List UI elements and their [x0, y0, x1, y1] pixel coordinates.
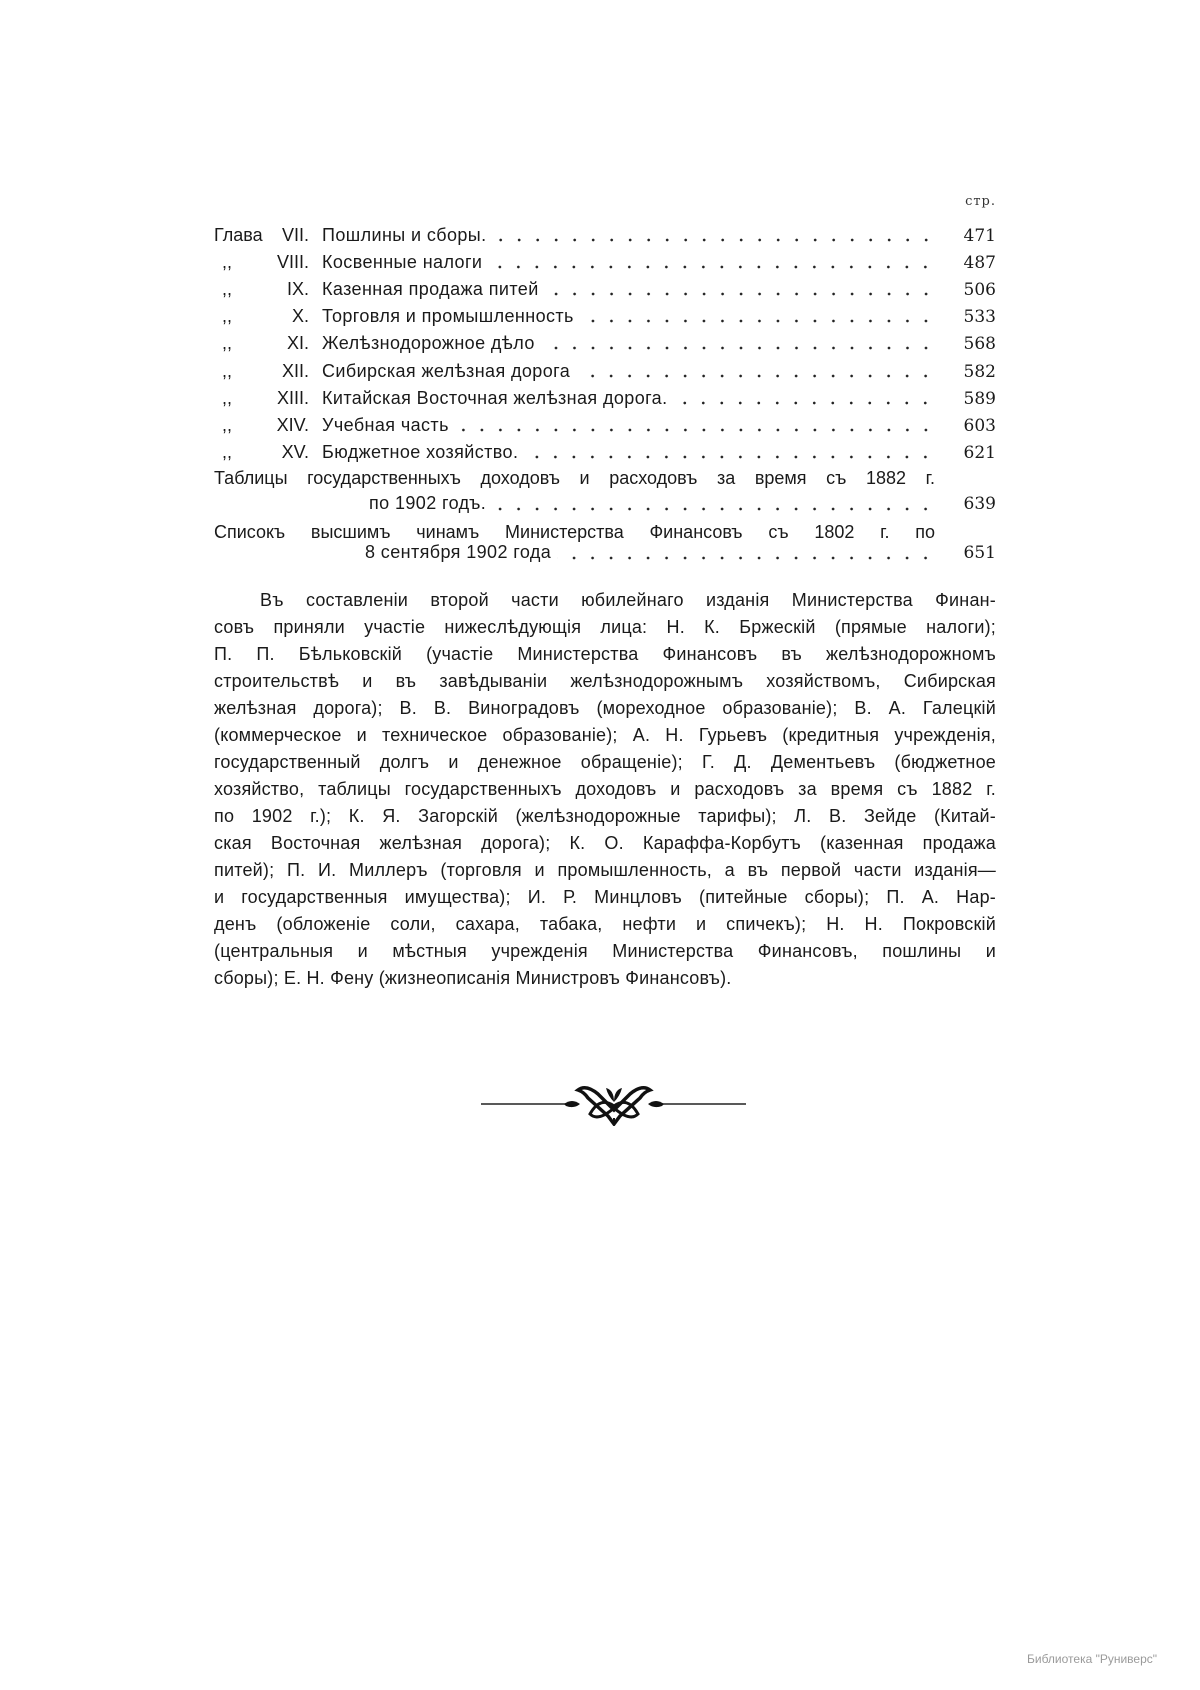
paragraph-line: Въ составленіи второй части юбилейнаго изданія Министерства Финан-	[260, 590, 996, 610]
paragraph-line: строительствѣ и въ завѣдываніи желѣзнодорожнымъ хозяйствомъ, Сибирская	[214, 671, 996, 691]
page-number: 621	[963, 442, 996, 463]
toc-entry[interactable]	[214, 359, 996, 383]
dot-leader	[576, 373, 935, 379]
dot-leader	[673, 400, 935, 406]
paragraph-line: совъ приняли участіе нижеслѣдующія лица: Н. К. Бржескій (прямые налоги);	[214, 617, 996, 637]
toc-entry[interactable]	[214, 331, 996, 355]
chapter-numeral: XIII.	[276, 387, 309, 408]
chapter-title: Косвенные налоги	[322, 252, 483, 273]
chapter-prefix: ,,	[222, 387, 233, 408]
chapter-numeral: XII.	[281, 360, 309, 381]
toc-entry[interactable]	[214, 250, 996, 274]
chapter-prefix: ,,	[222, 360, 233, 381]
chapter-title: Желѣзнодорожное дѣло	[322, 333, 535, 354]
paragraph-line: хозяйство, таблицы государственныхъ доходовъ и расходовъ за время съ 1882 г.	[214, 779, 996, 799]
chapter-number	[214, 413, 309, 437]
page-number: 639	[963, 494, 996, 514]
chapter-number	[214, 277, 309, 301]
paragraph-line: сборы); Е. Н. Фену (жизнеописанія Министровъ Финансовъ).	[214, 968, 732, 988]
toc-entry[interactable]	[214, 277, 996, 301]
dot-leader	[488, 264, 935, 270]
dot-leader	[492, 506, 935, 512]
paragraph-line: государственный долгъ и денежное обращеніе); Г. Д. Дементьевъ (бюджетное	[214, 752, 996, 772]
page-number: 533	[963, 307, 996, 328]
dot-leader	[455, 427, 935, 433]
chapter-title: Учебная часть	[322, 414, 449, 435]
chapter-prefix: ,,	[222, 279, 233, 300]
chapter-numeral: X.	[291, 306, 309, 327]
dot-leader	[545, 291, 935, 297]
chapter-title: Бюджетное хозяйство.	[322, 441, 519, 462]
chapter-numeral: VIII.	[276, 252, 309, 273]
chapter-numeral: XIV.	[276, 414, 309, 435]
chapter-numeral: VII.	[281, 225, 309, 245]
paragraph-line: по 1902 г.); К. Я. Загорскій (желѣзнодорожные тарифы); Л. В. Зейде (Китай-	[214, 806, 996, 826]
chapter-number	[214, 386, 309, 410]
dot-leader	[580, 318, 935, 324]
page-number: 582	[963, 361, 996, 382]
dot-leader	[524, 454, 935, 460]
chapter-numeral: XV.	[281, 441, 309, 462]
library-watermark: Библиотека "Руниверс"	[1027, 1652, 1158, 1666]
chapter-numeral: XI.	[286, 333, 309, 354]
toc-entry[interactable]	[214, 386, 996, 410]
entry-title-line1: Таблицы государственныхъ доходовъ и расходовъ за время съ 1882 г.	[214, 468, 935, 488]
toc-entry[interactable]	[214, 223, 996, 247]
chapter-prefix: ,,	[222, 333, 233, 354]
contributors-paragraph	[214, 587, 996, 992]
chapter-title: Пошлины и сборы.	[322, 225, 487, 245]
paragraph-line: (центральныя и мѣстныя учрежденія Министерства Финансовъ, пошлины и	[214, 941, 996, 961]
chapter-number	[214, 223, 309, 247]
chapter-number	[214, 331, 309, 355]
ornament-divider-icon	[478, 1082, 750, 1126]
chapter-prefix: ,,	[222, 306, 233, 327]
chapter-number	[214, 359, 309, 383]
page-number: 487	[963, 253, 996, 274]
dot-leader	[557, 555, 935, 561]
entry-title-line1: Списокъ высшимъ чинамъ Министерства Финансовъ съ 1802 г. по	[214, 522, 935, 542]
chapter-number	[214, 440, 309, 464]
entry-title-line2: 8 сентября 1902 года	[365, 542, 552, 562]
dot-leader	[493, 237, 935, 243]
page-number: 589	[963, 388, 996, 409]
chapter-title: Казенная продажа питей	[322, 279, 539, 300]
paragraph-line: питей); П. И. Миллеръ (торговля и промышленность, а въ первой части изданія—	[214, 860, 996, 880]
chapter-prefix: ,,	[222, 441, 233, 462]
paragraph-line: и государственныя имущества); И. Р. Минцловъ (питейные сборы); П. А. Нар-	[214, 887, 996, 907]
page-number: 651	[963, 543, 996, 563]
page-number: 471	[963, 226, 996, 246]
chapter-title: Китайская Восточная желѣзная дорога.	[322, 387, 668, 408]
chapter-title: Торговля и промышленность	[322, 306, 574, 327]
chapter-title: Сибирская желѣзная дорога	[322, 360, 571, 381]
paragraph-line: денъ (обложеніе соли, сахара, табака, нефти и спичекъ); Н. Н. Покровскій	[214, 914, 996, 934]
toc-entry[interactable]	[214, 413, 996, 437]
entry-title-line2: по 1902 годъ.	[369, 493, 487, 513]
chapter-prefix: ,,	[222, 252, 233, 273]
page-column-label: стр.	[965, 194, 996, 209]
paragraph-line: (коммерческое и техническое образованіе); А. Н. Гурьевъ (кредитныя учрежденія,	[214, 725, 996, 745]
chapter-numeral: IX.	[286, 279, 309, 300]
page-number: 603	[963, 415, 996, 436]
chapter-number	[214, 304, 309, 328]
dot-leader	[541, 345, 935, 351]
chapter-prefix: Глава	[214, 225, 263, 245]
chapter-number	[214, 250, 309, 274]
paragraph-line: П. П. Бѣльковскій (участіе Министерства Финансовъ въ желѣзнодорожномъ	[214, 644, 996, 664]
chapter-prefix: ,,	[222, 414, 233, 435]
toc-entry[interactable]	[214, 440, 996, 464]
paragraph-line: желѣзная дорога); В. В. Виноградовъ (мореходное образованіе); В. А. Галецкій	[214, 698, 996, 718]
page-number: 506	[963, 280, 996, 301]
toc-entry[interactable]	[214, 304, 996, 328]
paragraph-line: ская Восточная желѣзная дорога); К. О. Караффа-Корбутъ (казенная продажа	[214, 833, 996, 853]
page-number: 568	[963, 334, 996, 355]
